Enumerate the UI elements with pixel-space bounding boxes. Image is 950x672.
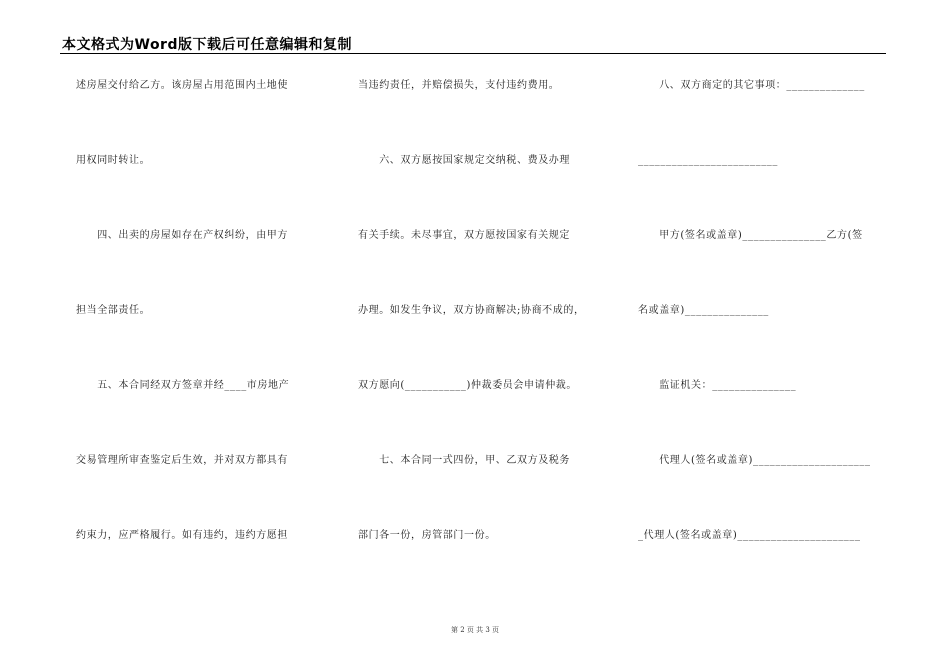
text-line: 四、出卖的房屋如存在产权纠纷，由甲方	[76, 230, 288, 241]
text-line: _________________________	[638, 155, 778, 166]
text-line: 甲方(签名或盖章)_______________乙方(签	[638, 230, 863, 241]
text-line: 监证机关：_______________	[638, 380, 797, 391]
text-column-1	[76, 0, 326, 672]
text-line: 七、本合同一式四份，甲、乙双方及税务	[358, 455, 570, 466]
text-line: 担当全部责任。	[76, 305, 151, 316]
document-header-title: 本文格式为Word版下载后可任意编辑和复制	[62, 37, 352, 53]
text-line: 述房屋交付给乙方。该房屋占用范围内土地使	[76, 80, 288, 91]
text-column-3	[638, 0, 888, 672]
text-line: 用权同时转让。	[76, 155, 151, 166]
text-line: 双方愿向(___________)仲裁委员会申请仲裁。	[358, 380, 578, 391]
page-number: 第 2 页 共 3 页	[450, 626, 500, 634]
text-line: 八、双方商定的其它事项：______________	[638, 80, 865, 91]
text-line: 约束力，应严格履行。如有违约，违约方愿担	[76, 530, 288, 541]
text-column-2	[358, 0, 618, 672]
text-line: 当违约责任，并赔偿损失，支付违约费用。	[358, 80, 560, 91]
text-line: 代理人(签名或盖章)_____________________	[638, 455, 871, 466]
text-line: 五、本合同经双方签章并经____市房地产	[76, 380, 290, 391]
text-line: 部门各一份，房管部门一份。	[358, 530, 496, 541]
text-line: 六、双方愿按国家规定交纳税、费及办理	[358, 155, 570, 166]
text-line: 办理。如发生争议，双方协商解决;协商不成的，	[358, 305, 585, 316]
text-line: 名或盖章)_______________	[638, 305, 769, 316]
text-line: _代理人(签名或盖章)______________________	[638, 530, 861, 541]
text-line: 交易管理所审查鉴定后生效，并对双方都具有	[76, 455, 288, 466]
text-line: 有关手续。未尽事宜，双方愿按国家有关规定	[358, 230, 570, 241]
